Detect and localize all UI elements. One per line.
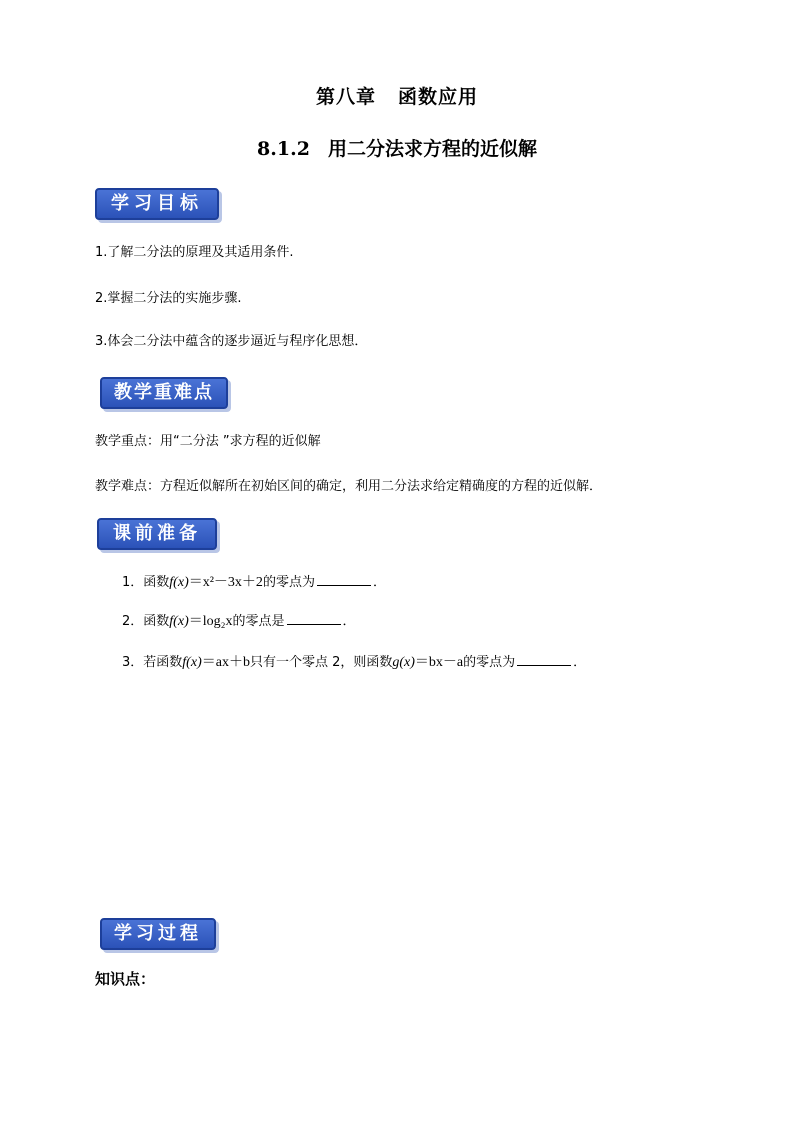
problem-3-expression-g: ＝bx－a (414, 655, 464, 670)
knowledge-points-label: 知识点： (95, 970, 156, 988)
chapter-name: 函数应用 (398, 86, 479, 108)
section-number: 8.1.2 (257, 138, 310, 160)
badge-key-points: 教学重难点 (100, 377, 228, 409)
problem-3-prefix: 若函数 (143, 655, 183, 670)
problem-2-end: ． (342, 614, 356, 629)
answer-blank-3[interactable] (517, 653, 571, 666)
problem-2-question: 的零点是 (232, 614, 285, 629)
section-title (0, 134, 794, 161)
section-name: 用二分法求方程的近似解 (327, 138, 537, 160)
answer-blank-2[interactable] (287, 612, 341, 625)
problem-1 (122, 573, 386, 592)
badge-learning-goals: 学习目标 (95, 188, 219, 220)
problem-1-end: ． (372, 575, 386, 590)
chapter-title (0, 82, 794, 109)
problem-1-expression: ＝x²－3x＋2 (188, 575, 263, 590)
problem-3-expression-f: ＝ax＋b (201, 655, 250, 670)
problem-3 (122, 653, 586, 672)
problem-3-function-f: f(x) (182, 655, 202, 670)
goal-item-3: 3.体会二分法中蕴含的逐步逼近与程序化思想． (95, 334, 368, 349)
problem-2-number: 2． (122, 614, 144, 629)
problem-3-function-g: g(x) (392, 655, 415, 670)
problem-2-prefix: 函数 (143, 614, 170, 629)
problem-1-question: 的零点为 (262, 575, 315, 590)
goal-item-1: 1.了解二分法的原理及其适用条件. (95, 245, 294, 260)
problem-2-function: f(x) (169, 614, 189, 629)
problem-3-condition: 只有一个零点 2，则函数 (249, 655, 393, 670)
answer-blank-1[interactable] (317, 573, 371, 586)
teaching-focus: 教学重点：用“二分法 ”求方程的近似解 (95, 434, 321, 449)
badge-learning-process: 学习过程 (100, 918, 216, 950)
problem-1-number: 1． (122, 575, 144, 590)
badge-preparation: 课前准备 (97, 518, 217, 550)
problem-1-prefix: 函数 (143, 575, 170, 590)
problem-2-expression: ＝log₂x (188, 614, 233, 629)
problem-1-function: f(x) (169, 575, 189, 590)
teaching-difficulty: 教学难点：方程近似解所在初始区间的确定，利用二分法求给定精确度的方程的近似解． (95, 479, 603, 494)
problem-2 (122, 612, 356, 631)
goal-item-2: 2.掌握二分法的实施步骤. (95, 291, 242, 306)
problem-3-number: 3． (122, 655, 144, 670)
chapter-number: 第八章 (315, 86, 376, 108)
problem-3-end: ． (573, 655, 587, 670)
problem-3-question: 的零点为 (463, 655, 516, 670)
